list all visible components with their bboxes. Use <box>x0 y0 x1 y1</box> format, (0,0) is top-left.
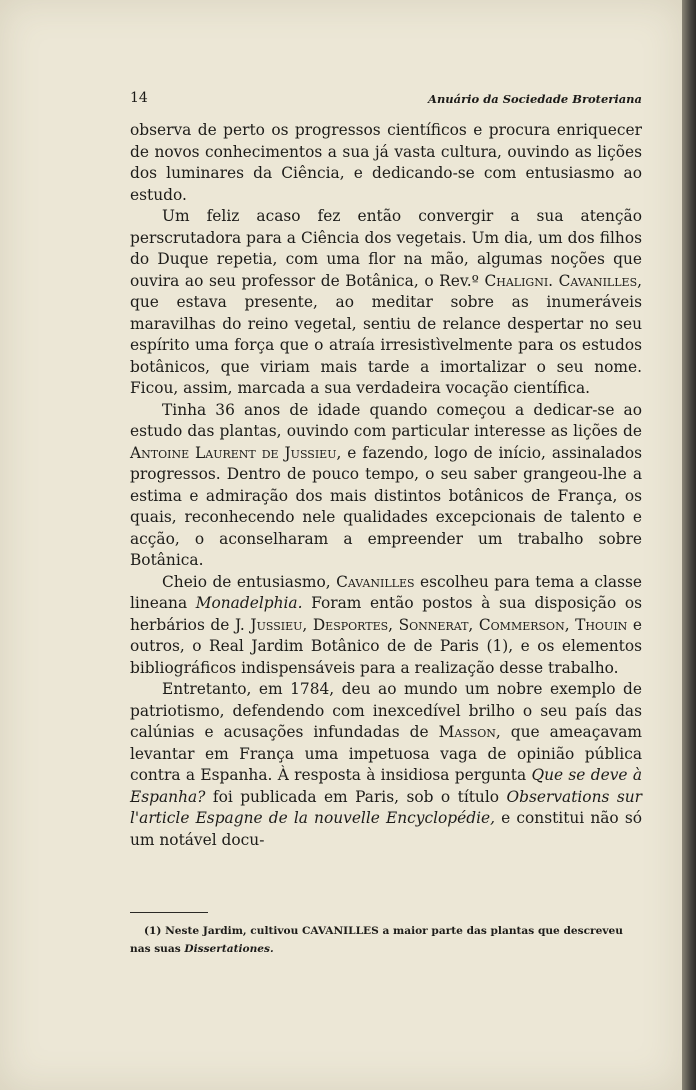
text-run: Foram então postos à sua disposição os herbários de J. <box>130 594 642 634</box>
paragraph <box>130 120 642 206</box>
text-run: Entretanto, em 1784, deu ao mundo um nobre exemplo de patriotismo, defendendo com inexcedível brilho o seu país das calúnias e acusações infundadas de <box>130 680 642 741</box>
paragraph <box>130 679 642 851</box>
text-run: Jussieu, Desportes, Sonnerat, Commerson, Thouin <box>250 615 628 634</box>
text-run: observa de perto os progressos científicos e procura enriquecer de novos conhecimentos a sua já vasta cultura, ouvindo as lições dos luminares da Ciência, e dedicando-se com entusiasmo ao estudo. <box>130 121 642 204</box>
text-run: Tinha 36 anos de idade quando começou a dedicar-se ao estudo das plantas, ouvindo com particular interesse as lições de <box>130 400 642 440</box>
body-text <box>130 120 642 851</box>
running-head: Anuário da Sociedade Broteriana <box>428 92 642 106</box>
text-run: que estava presente, ao meditar sobre as inumeráveis maravilhas do reino vegetal, sentiu de relance despertar no seu espírito uma força que o atraía irresistìvelmente para os estudos botânicos, que viriam mais tarde a imortalizar o seu nome. Ficou, assim, marcada a sua verdadeira vocação científica. <box>130 293 642 397</box>
text-run: Monadelphia. <box>195 594 303 612</box>
text-run: Masson, <box>438 723 501 741</box>
text-run: Observations sur l'article Espagne de la nouvelle Encyclopédie, <box>130 787 643 827</box>
text-run: e outros, o Real Jardim Botânico de de Paris (1), e os elementos bibliográficos indispensáveis para a realização desse trabalho. <box>130 615 642 677</box>
text-run: Antoine Laurent de Jussieu, <box>130 443 342 462</box>
text-run: Cavanilles <box>336 572 415 591</box>
footnote-marker: (1) <box>144 925 162 937</box>
footnote-rule <box>130 912 208 913</box>
page-header <box>130 88 642 110</box>
text-run: Que se deve à Espanha? <box>130 766 642 806</box>
footnote <box>130 922 642 958</box>
page-edge-shadow <box>682 0 696 1090</box>
text-run: que ameaçavam levantar em França uma impetuosa vaga de opinião pública contra a Espanha. À resposta à insidiosa pergunta <box>130 723 642 784</box>
paragraph <box>130 400 642 572</box>
footnote-text <box>130 925 623 955</box>
text-run: Dissertationes. <box>184 943 274 955</box>
text-run: Cheio de entusiasmo, <box>162 572 337 591</box>
text-run: foi publicada em Paris, sob o título <box>205 787 507 806</box>
text-run: Um feliz acaso fez então convergir a sua atenção perscrutadora para a Ciência dos vegetais. Um dia, um dos filhos do Duque repetia, com uma flor na mão, algumas noções que ouvira ao seu professor de Botânica, o Rev.º <box>130 207 642 290</box>
text-run: Neste Jardim, cultivou CAVANILLES a maior parte das plantas que descreveu nas suas <box>130 925 623 955</box>
text-run: e fazendo, logo de início, assinalados progressos. Dentro de pouco tempo, o seu saber grangeou-lhe a estima e admiração dos mais distintos botânicos de França, os quais, reconhecendo nele qualidades excepcionais de talento e acção, o aconselharam a empreender um trabalho sobre Botânica. <box>130 443 642 569</box>
text-run: escolheu para tema a classe lineana <box>130 572 642 612</box>
paragraph <box>130 206 642 400</box>
text-run: e constitui não só um notável docu- <box>130 809 642 849</box>
text-run: Chaligni. Cavanilles, <box>484 271 643 290</box>
page-number: 14 <box>130 90 148 106</box>
paragraph <box>130 572 642 680</box>
